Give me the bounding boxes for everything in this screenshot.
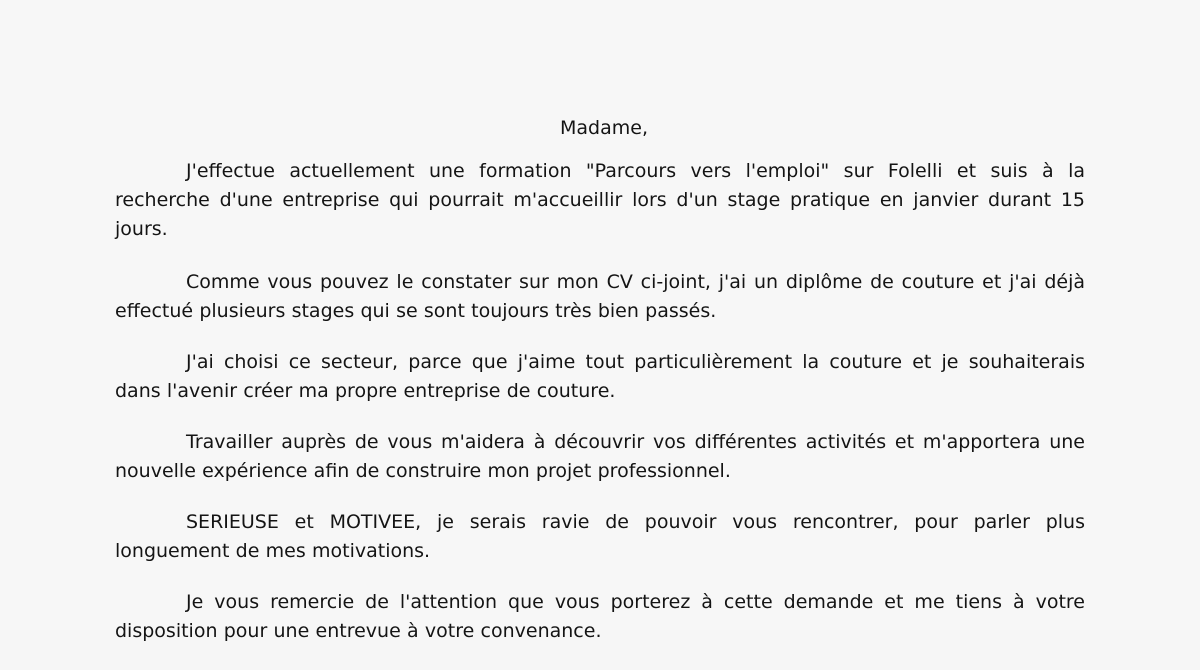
- salutation: Madame,: [560, 117, 648, 139]
- letter-paragraph-6: Je vous remercie de l'attention que vous porterez à cette demande et me tiens à votre disposition pour une entrevue à votre convenance.: [115, 591, 1085, 642]
- letter-paragraph-3: J'ai choisi ce secteur, parce que j'aime tout particulièrement la couture et je souhaiterais dans l'avenir créer ma propre entreprise de couture.: [115, 351, 1085, 402]
- letter-paragraph-4: Travailler auprès de vous m'aidera à découvrir vos différentes activités et m'apportera une nouvelle expérience afin de construire mon projet professionnel.: [115, 431, 1085, 482]
- letter-body: [115, 114, 1085, 670]
- letter-paragraph-5: SERIEUSE et MOTIVEE, je serais ravie de pouvoir vous rencontrer, pour parler plus longuement de mes motivations.: [115, 511, 1085, 562]
- letter-paragraph-1: J'effectue actuellement une formation "Parcours vers l'emploi" sur Folelli et suis à la recherche d'une entreprise qui pourrait m'accueillir lors d'un stage pratique en janvier durant 15 jours.: [115, 160, 1085, 240]
- cropped-header-text: [106, 0, 406, 6]
- letter-paragraph-2: Comme vous pouvez le constater sur mon CV ci-joint, j'ai un diplôme de couture et j'ai déjà effectué plusieurs stages qui se sont toujours très bien passés.: [115, 271, 1085, 322]
